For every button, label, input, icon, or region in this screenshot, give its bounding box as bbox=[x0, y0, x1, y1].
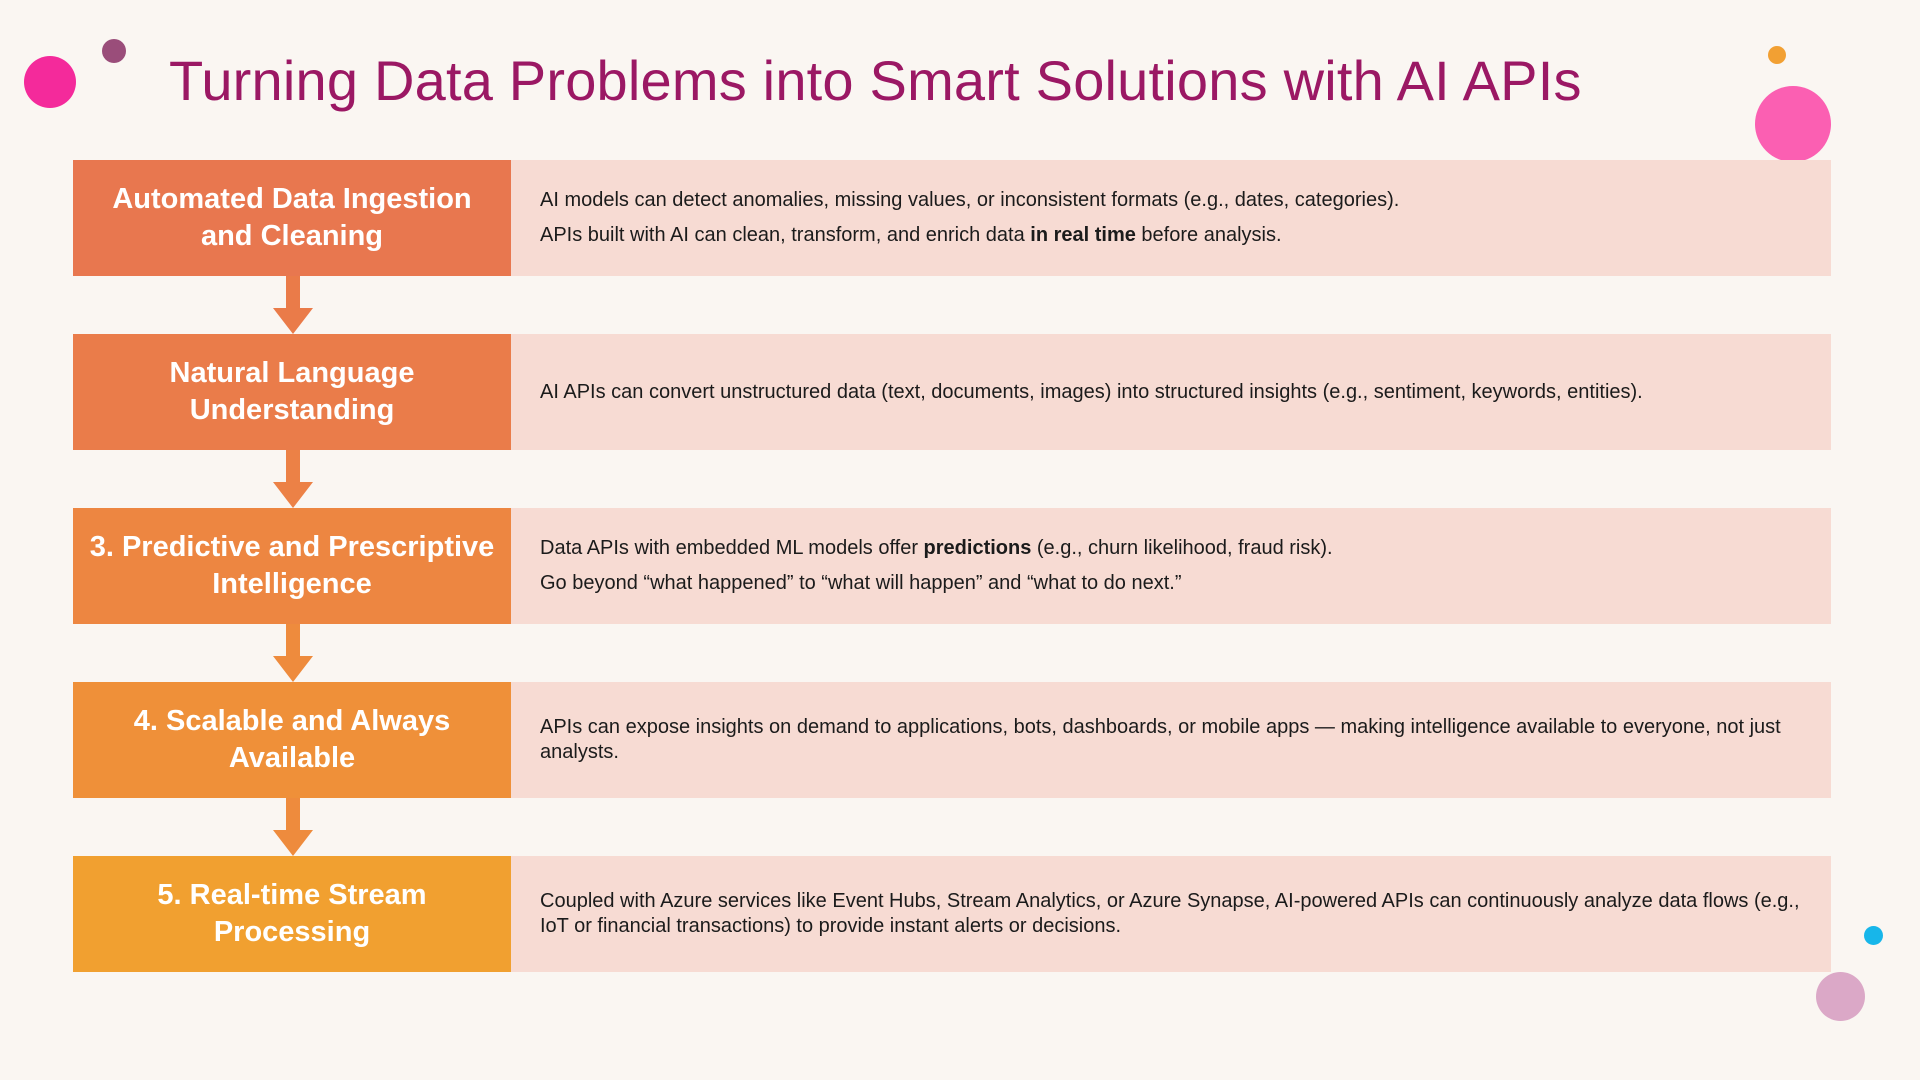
step-description bbox=[511, 856, 1831, 972]
step-label-box bbox=[73, 856, 511, 972]
page-title: Turning Data Problems into Smart Solutions with AI APIs bbox=[169, 49, 1582, 112]
step-label-box bbox=[73, 508, 511, 624]
down-arrow-icon bbox=[273, 624, 313, 682]
decorative-dot-pink-large-left bbox=[24, 56, 76, 108]
description-line: AI models can detect anomalies, missing values, or inconsistent formats (e.g., dates, categories). bbox=[540, 189, 1400, 211]
decorative-dot-pink-large-right bbox=[1755, 86, 1831, 162]
decorative-dot-mauve bbox=[1816, 972, 1865, 1021]
step-label-box bbox=[73, 160, 511, 276]
decorative-dot-plum-small bbox=[102, 39, 126, 63]
process-row-5 bbox=[73, 856, 1831, 972]
step-label: Natural Language Understanding bbox=[169, 357, 415, 426]
step-label: 3. Predictive and Prescriptive Intelligence bbox=[89, 531, 495, 600]
decorative-dot-blue-small bbox=[1864, 926, 1883, 945]
description-line: APIs can expose insights on demand to applications, bots, dashboards, or mobile apps — making intelligence available to everyone, not just analysts. bbox=[540, 716, 1781, 763]
process-row-3 bbox=[73, 508, 1831, 624]
down-arrow-icon bbox=[273, 450, 313, 508]
description-line: AI APIs can convert unstructured data (text, documents, images) into structured insights (e.g., sentiment, keywords, entities). bbox=[540, 380, 1643, 403]
step-description bbox=[511, 508, 1831, 624]
emphasis-text: in real time bbox=[1030, 224, 1136, 246]
process-row-2 bbox=[73, 334, 1831, 450]
step-description bbox=[511, 682, 1831, 798]
step-label: 5. Real-time Stream Processing bbox=[157, 879, 427, 948]
decorative-dot-orange-small bbox=[1768, 46, 1786, 64]
emphasis-text: predictions bbox=[923, 537, 1032, 559]
down-arrow-icon bbox=[273, 798, 313, 856]
step-label: 4. Scalable and Always Available bbox=[133, 705, 451, 774]
step-description bbox=[511, 334, 1831, 450]
description-line: Go beyond “what happened” to “what will happen” and “what to do next.” bbox=[540, 572, 1182, 594]
description-line: APIs built with AI can clean, transform, and enrich data in real time before analysis. bbox=[540, 224, 1282, 246]
step-label-box bbox=[73, 334, 511, 450]
step-label: Automated Data Ingestion and Cleaning bbox=[112, 183, 472, 252]
down-arrow-icon bbox=[273, 276, 313, 334]
process-row-1 bbox=[73, 160, 1831, 276]
description-line: Coupled with Azure services like Event Hubs, Stream Analytics, or Azure Synapse, AI-powered APIs can continuously analyze data flows (e.g., IoT or financial transactions) to provide instant alerts or decisions. bbox=[540, 890, 1800, 937]
process-row-4 bbox=[73, 682, 1831, 798]
step-description bbox=[511, 160, 1831, 276]
description-line: Data APIs with embedded ML models offer predictions (e.g., churn likelihood, fraud risk). bbox=[540, 537, 1333, 559]
step-label-box bbox=[73, 682, 511, 798]
